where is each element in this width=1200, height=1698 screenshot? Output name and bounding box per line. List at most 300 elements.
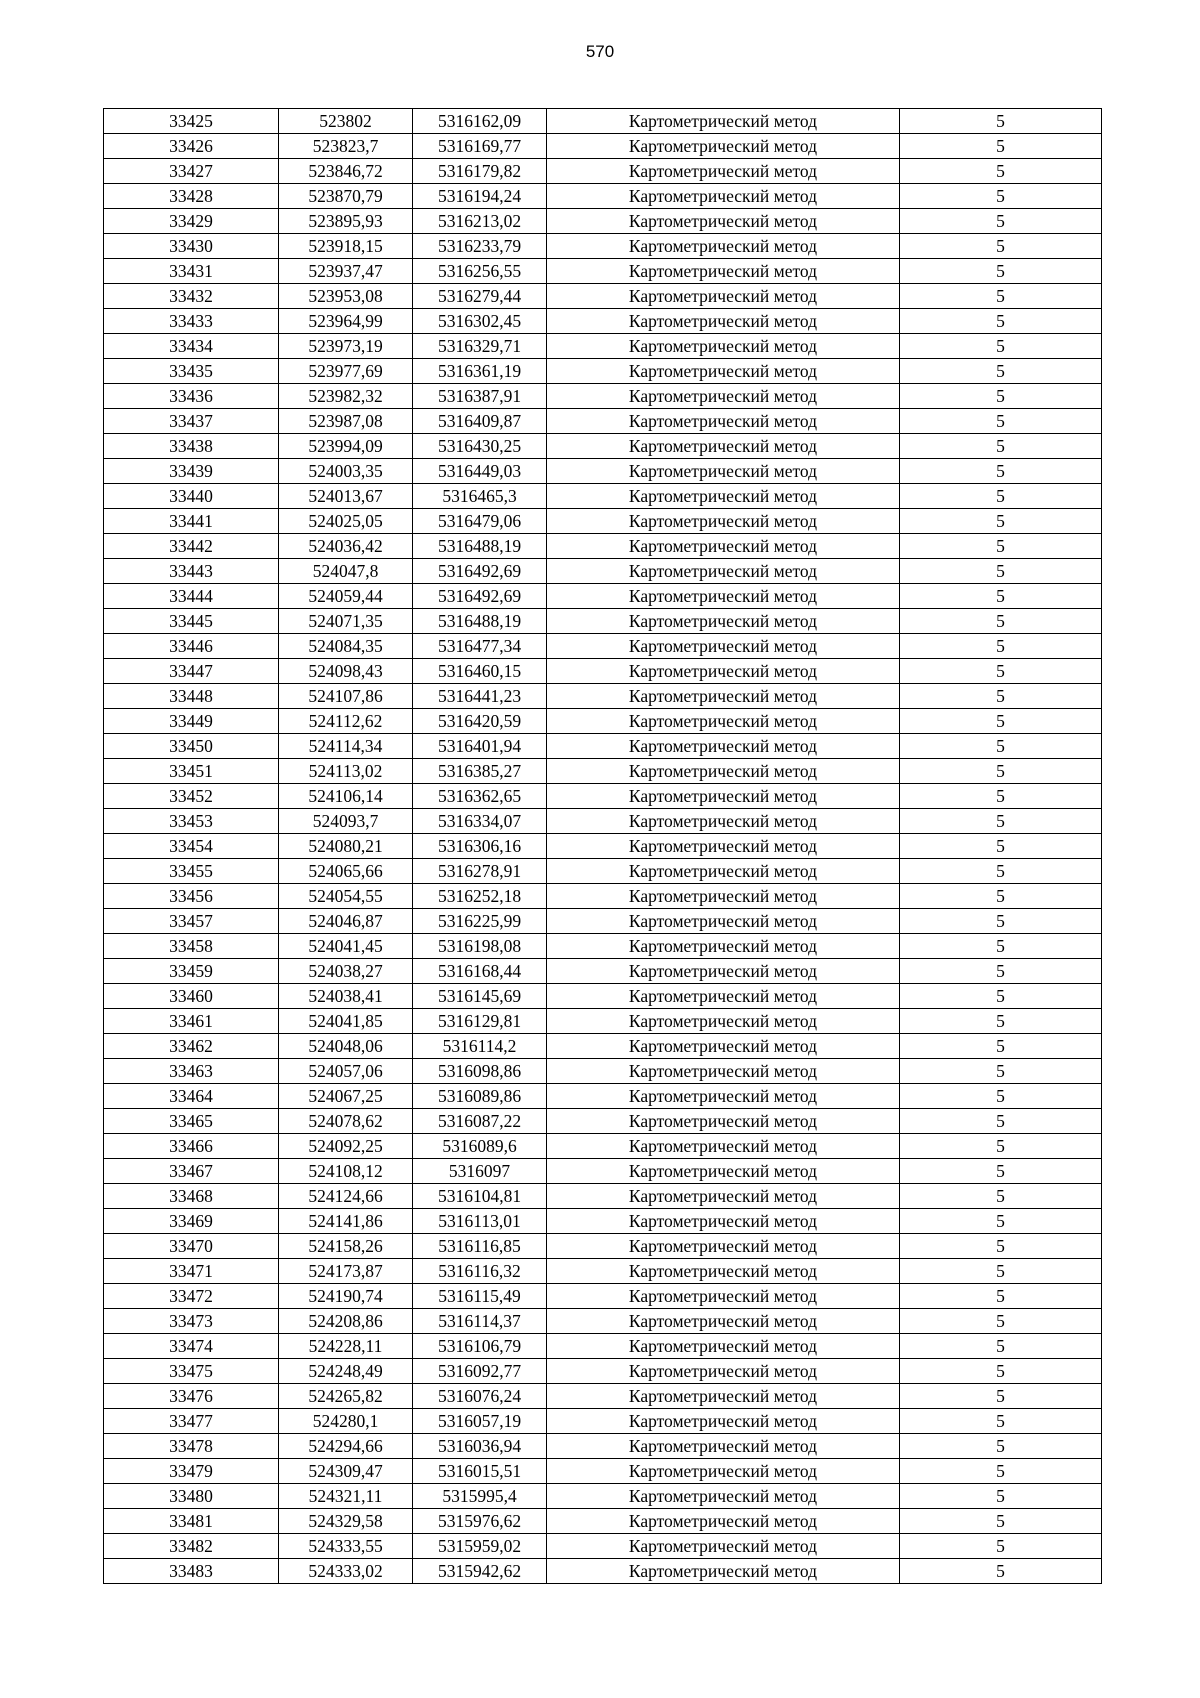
point-number-cell: 33482 bbox=[104, 1534, 279, 1559]
coordinates-table-body bbox=[104, 109, 1102, 1584]
table-row bbox=[104, 959, 1102, 984]
accuracy-cell: 5 bbox=[900, 659, 1102, 684]
table-row bbox=[104, 409, 1102, 434]
x-coordinate-cell: 524112,62 bbox=[279, 709, 413, 734]
table-row bbox=[104, 284, 1102, 309]
point-number-cell: 33475 bbox=[104, 1359, 279, 1384]
x-coordinate-cell: 524309,47 bbox=[279, 1459, 413, 1484]
method-cell: Картометрический метод bbox=[547, 134, 900, 159]
table-row bbox=[104, 1134, 1102, 1159]
accuracy-cell: 5 bbox=[900, 334, 1102, 359]
y-coordinate-cell: 5316362,65 bbox=[413, 784, 547, 809]
x-coordinate-cell: 524093,7 bbox=[279, 809, 413, 834]
point-number-cell: 33434 bbox=[104, 334, 279, 359]
y-coordinate-cell: 5316409,87 bbox=[413, 409, 547, 434]
method-cell: Картометрический метод bbox=[547, 434, 900, 459]
point-number-cell: 33435 bbox=[104, 359, 279, 384]
accuracy-cell: 5 bbox=[900, 1484, 1102, 1509]
x-coordinate-cell: 523977,69 bbox=[279, 359, 413, 384]
y-coordinate-cell: 5316401,94 bbox=[413, 734, 547, 759]
y-coordinate-cell: 5316449,03 bbox=[413, 459, 547, 484]
y-coordinate-cell: 5316097 bbox=[413, 1159, 547, 1184]
accuracy-cell: 5 bbox=[900, 109, 1102, 134]
y-coordinate-cell: 5316116,32 bbox=[413, 1259, 547, 1284]
accuracy-cell: 5 bbox=[900, 884, 1102, 909]
x-coordinate-cell: 524059,44 bbox=[279, 584, 413, 609]
method-cell: Картометрический метод bbox=[547, 1384, 900, 1409]
point-number-cell: 33464 bbox=[104, 1084, 279, 1109]
method-cell: Картометрический метод bbox=[547, 234, 900, 259]
x-coordinate-cell: 523870,79 bbox=[279, 184, 413, 209]
point-number-cell: 33443 bbox=[104, 559, 279, 584]
point-number-cell: 33470 bbox=[104, 1234, 279, 1259]
accuracy-cell: 5 bbox=[900, 784, 1102, 809]
accuracy-cell: 5 bbox=[900, 534, 1102, 559]
accuracy-cell: 5 bbox=[900, 259, 1102, 284]
x-coordinate-cell: 523987,08 bbox=[279, 409, 413, 434]
accuracy-cell: 5 bbox=[900, 1284, 1102, 1309]
y-coordinate-cell: 5316329,71 bbox=[413, 334, 547, 359]
table-row bbox=[104, 534, 1102, 559]
accuracy-cell: 5 bbox=[900, 1059, 1102, 1084]
y-coordinate-cell: 5316488,19 bbox=[413, 609, 547, 634]
accuracy-cell: 5 bbox=[900, 684, 1102, 709]
x-coordinate-cell: 524280,1 bbox=[279, 1409, 413, 1434]
x-coordinate-cell: 524054,55 bbox=[279, 884, 413, 909]
accuracy-cell: 5 bbox=[900, 1309, 1102, 1334]
point-number-cell: 33461 bbox=[104, 1009, 279, 1034]
method-cell: Картометрический метод bbox=[547, 909, 900, 934]
y-coordinate-cell: 5316252,18 bbox=[413, 884, 547, 909]
y-coordinate-cell: 5316256,55 bbox=[413, 259, 547, 284]
x-coordinate-cell: 524108,12 bbox=[279, 1159, 413, 1184]
y-coordinate-cell: 5316098,86 bbox=[413, 1059, 547, 1084]
accuracy-cell: 5 bbox=[900, 584, 1102, 609]
accuracy-cell: 5 bbox=[900, 1534, 1102, 1559]
accuracy-cell: 5 bbox=[900, 309, 1102, 334]
y-coordinate-cell: 5316036,94 bbox=[413, 1434, 547, 1459]
point-number-cell: 33445 bbox=[104, 609, 279, 634]
table-row bbox=[104, 1434, 1102, 1459]
method-cell: Картометрический метод bbox=[547, 334, 900, 359]
table-row bbox=[104, 784, 1102, 809]
x-coordinate-cell: 524041,85 bbox=[279, 1009, 413, 1034]
point-number-cell: 33459 bbox=[104, 959, 279, 984]
x-coordinate-cell: 523937,47 bbox=[279, 259, 413, 284]
method-cell: Картометрический метод bbox=[547, 1309, 900, 1334]
y-coordinate-cell: 5316057,19 bbox=[413, 1409, 547, 1434]
point-number-cell: 33453 bbox=[104, 809, 279, 834]
accuracy-cell: 5 bbox=[900, 734, 1102, 759]
y-coordinate-cell: 5316361,19 bbox=[413, 359, 547, 384]
y-coordinate-cell: 5316104,81 bbox=[413, 1184, 547, 1209]
y-coordinate-cell: 5316089,6 bbox=[413, 1134, 547, 1159]
method-cell: Картометрический метод bbox=[547, 609, 900, 634]
accuracy-cell: 5 bbox=[900, 409, 1102, 434]
point-number-cell: 33429 bbox=[104, 209, 279, 234]
method-cell: Картометрический метод bbox=[547, 1459, 900, 1484]
table-row bbox=[104, 984, 1102, 1009]
point-number-cell: 33462 bbox=[104, 1034, 279, 1059]
point-number-cell: 33440 bbox=[104, 484, 279, 509]
table-row bbox=[104, 884, 1102, 909]
table-row bbox=[104, 934, 1102, 959]
y-coordinate-cell: 5316488,19 bbox=[413, 534, 547, 559]
y-coordinate-cell: 5316213,02 bbox=[413, 209, 547, 234]
method-cell: Картометрический метод bbox=[547, 284, 900, 309]
x-coordinate-cell: 524038,41 bbox=[279, 984, 413, 1009]
accuracy-cell: 5 bbox=[900, 1559, 1102, 1584]
x-coordinate-cell: 524124,66 bbox=[279, 1184, 413, 1209]
table-row bbox=[104, 259, 1102, 284]
table-row bbox=[104, 584, 1102, 609]
x-coordinate-cell: 523823,7 bbox=[279, 134, 413, 159]
x-coordinate-cell: 524057,06 bbox=[279, 1059, 413, 1084]
x-coordinate-cell: 524265,82 bbox=[279, 1384, 413, 1409]
y-coordinate-cell: 5316278,91 bbox=[413, 859, 547, 884]
table-row bbox=[104, 834, 1102, 859]
x-coordinate-cell: 524114,34 bbox=[279, 734, 413, 759]
method-cell: Картометрический метод bbox=[547, 1159, 900, 1184]
method-cell: Картометрический метод bbox=[547, 859, 900, 884]
table-row bbox=[104, 659, 1102, 684]
x-coordinate-cell: 524333,55 bbox=[279, 1534, 413, 1559]
method-cell: Картометрический метод bbox=[547, 534, 900, 559]
x-coordinate-cell: 524013,67 bbox=[279, 484, 413, 509]
table-row bbox=[104, 559, 1102, 584]
accuracy-cell: 5 bbox=[900, 809, 1102, 834]
accuracy-cell: 5 bbox=[900, 709, 1102, 734]
x-coordinate-cell: 524294,66 bbox=[279, 1434, 413, 1459]
y-coordinate-cell: 5316279,44 bbox=[413, 284, 547, 309]
method-cell: Картометрический метод bbox=[547, 159, 900, 184]
accuracy-cell: 5 bbox=[900, 434, 1102, 459]
y-coordinate-cell: 5316460,15 bbox=[413, 659, 547, 684]
table-row bbox=[104, 1334, 1102, 1359]
point-number-cell: 33471 bbox=[104, 1259, 279, 1284]
method-cell: Картометрический метод bbox=[547, 1059, 900, 1084]
table-row bbox=[104, 909, 1102, 934]
method-cell: Картометрический метод bbox=[547, 634, 900, 659]
method-cell: Картометрический метод bbox=[547, 1184, 900, 1209]
accuracy-cell: 5 bbox=[900, 1159, 1102, 1184]
accuracy-cell: 5 bbox=[900, 159, 1102, 184]
table-row bbox=[104, 734, 1102, 759]
point-number-cell: 33452 bbox=[104, 784, 279, 809]
method-cell: Картометрический метод bbox=[547, 959, 900, 984]
accuracy-cell: 5 bbox=[900, 984, 1102, 1009]
x-coordinate-cell: 524003,35 bbox=[279, 459, 413, 484]
accuracy-cell: 5 bbox=[900, 1334, 1102, 1359]
table-row bbox=[104, 1384, 1102, 1409]
point-number-cell: 33439 bbox=[104, 459, 279, 484]
method-cell: Картометрический метод bbox=[547, 759, 900, 784]
point-number-cell: 33467 bbox=[104, 1159, 279, 1184]
point-number-cell: 33448 bbox=[104, 684, 279, 709]
y-coordinate-cell: 5316334,07 bbox=[413, 809, 547, 834]
table-row bbox=[104, 1409, 1102, 1434]
x-coordinate-cell: 524333,02 bbox=[279, 1559, 413, 1584]
table-row bbox=[104, 1484, 1102, 1509]
table-row bbox=[104, 484, 1102, 509]
x-coordinate-cell: 524036,42 bbox=[279, 534, 413, 559]
table-row bbox=[104, 1059, 1102, 1084]
table-row bbox=[104, 184, 1102, 209]
point-number-cell: 33460 bbox=[104, 984, 279, 1009]
accuracy-cell: 5 bbox=[900, 384, 1102, 409]
y-coordinate-cell: 5316113,01 bbox=[413, 1209, 547, 1234]
accuracy-cell: 5 bbox=[900, 1134, 1102, 1159]
x-coordinate-cell: 524048,06 bbox=[279, 1034, 413, 1059]
point-number-cell: 33447 bbox=[104, 659, 279, 684]
accuracy-cell: 5 bbox=[900, 859, 1102, 884]
point-number-cell: 33479 bbox=[104, 1459, 279, 1484]
point-number-cell: 33451 bbox=[104, 759, 279, 784]
accuracy-cell: 5 bbox=[900, 609, 1102, 634]
table-row bbox=[104, 1284, 1102, 1309]
method-cell: Картометрический метод bbox=[547, 359, 900, 384]
table-row bbox=[104, 134, 1102, 159]
x-coordinate-cell: 524046,87 bbox=[279, 909, 413, 934]
table-row bbox=[104, 1359, 1102, 1384]
accuracy-cell: 5 bbox=[900, 634, 1102, 659]
y-coordinate-cell: 5315995,4 bbox=[413, 1484, 547, 1509]
method-cell: Картометрический метод bbox=[547, 109, 900, 134]
y-coordinate-cell: 5316385,27 bbox=[413, 759, 547, 784]
table-row bbox=[104, 1184, 1102, 1209]
method-cell: Картометрический метод bbox=[547, 1359, 900, 1384]
point-number-cell: 33426 bbox=[104, 134, 279, 159]
y-coordinate-cell: 5316076,24 bbox=[413, 1384, 547, 1409]
table-row bbox=[104, 109, 1102, 134]
method-cell: Картометрический метод bbox=[547, 584, 900, 609]
point-number-cell: 33442 bbox=[104, 534, 279, 559]
accuracy-cell: 5 bbox=[900, 459, 1102, 484]
x-coordinate-cell: 524107,86 bbox=[279, 684, 413, 709]
method-cell: Картометрический метод bbox=[547, 309, 900, 334]
method-cell: Картометрический метод bbox=[547, 984, 900, 1009]
y-coordinate-cell: 5316092,77 bbox=[413, 1359, 547, 1384]
point-number-cell: 33454 bbox=[104, 834, 279, 859]
point-number-cell: 33436 bbox=[104, 384, 279, 409]
table-row bbox=[104, 509, 1102, 534]
method-cell: Картометрический метод bbox=[547, 1234, 900, 1259]
method-cell: Картометрический метод bbox=[547, 659, 900, 684]
method-cell: Картометрический метод bbox=[547, 1084, 900, 1109]
accuracy-cell: 5 bbox=[900, 1009, 1102, 1034]
accuracy-cell: 5 bbox=[900, 1034, 1102, 1059]
table-row bbox=[104, 759, 1102, 784]
y-coordinate-cell: 5316198,08 bbox=[413, 934, 547, 959]
point-number-cell: 33431 bbox=[104, 259, 279, 284]
y-coordinate-cell: 5316087,22 bbox=[413, 1109, 547, 1134]
table-row bbox=[104, 1559, 1102, 1584]
method-cell: Картометрический метод bbox=[547, 1434, 900, 1459]
accuracy-cell: 5 bbox=[900, 484, 1102, 509]
accuracy-cell: 5 bbox=[900, 1409, 1102, 1434]
table-row bbox=[104, 634, 1102, 659]
accuracy-cell: 5 bbox=[900, 359, 1102, 384]
method-cell: Картометрический метод bbox=[547, 834, 900, 859]
point-number-cell: 33433 bbox=[104, 309, 279, 334]
y-coordinate-cell: 5315959,02 bbox=[413, 1534, 547, 1559]
x-coordinate-cell: 524321,11 bbox=[279, 1484, 413, 1509]
point-number-cell: 33438 bbox=[104, 434, 279, 459]
method-cell: Картометрический метод bbox=[547, 1209, 900, 1234]
x-coordinate-cell: 524106,14 bbox=[279, 784, 413, 809]
table-row bbox=[104, 1259, 1102, 1284]
y-coordinate-cell: 5316492,69 bbox=[413, 584, 547, 609]
method-cell: Картометрический метод bbox=[547, 459, 900, 484]
method-cell: Картометрический метод bbox=[547, 484, 900, 509]
point-number-cell: 33478 bbox=[104, 1434, 279, 1459]
y-coordinate-cell: 5315976,62 bbox=[413, 1509, 547, 1534]
x-coordinate-cell: 524065,66 bbox=[279, 859, 413, 884]
y-coordinate-cell: 5316169,77 bbox=[413, 134, 547, 159]
point-number-cell: 33469 bbox=[104, 1209, 279, 1234]
method-cell: Картометрический метод bbox=[547, 1509, 900, 1534]
x-coordinate-cell: 524078,62 bbox=[279, 1109, 413, 1134]
method-cell: Картометрический метод bbox=[547, 1484, 900, 1509]
y-coordinate-cell: 5316420,59 bbox=[413, 709, 547, 734]
point-number-cell: 33427 bbox=[104, 159, 279, 184]
accuracy-cell: 5 bbox=[900, 234, 1102, 259]
point-number-cell: 33474 bbox=[104, 1334, 279, 1359]
point-number-cell: 33466 bbox=[104, 1134, 279, 1159]
y-coordinate-cell: 5316492,69 bbox=[413, 559, 547, 584]
x-coordinate-cell: 524084,35 bbox=[279, 634, 413, 659]
method-cell: Картометрический метод bbox=[547, 1409, 900, 1434]
x-coordinate-cell: 524190,74 bbox=[279, 1284, 413, 1309]
table-row bbox=[104, 1109, 1102, 1134]
y-coordinate-cell: 5316306,16 bbox=[413, 834, 547, 859]
table-row bbox=[104, 609, 1102, 634]
page-number: 570 bbox=[585, 42, 615, 61]
x-coordinate-cell: 524158,26 bbox=[279, 1234, 413, 1259]
table-row bbox=[104, 434, 1102, 459]
y-coordinate-cell: 5316479,06 bbox=[413, 509, 547, 534]
x-coordinate-cell: 523994,09 bbox=[279, 434, 413, 459]
point-number-cell: 33477 bbox=[104, 1409, 279, 1434]
accuracy-cell: 5 bbox=[900, 959, 1102, 984]
accuracy-cell: 5 bbox=[900, 209, 1102, 234]
x-coordinate-cell: 524098,43 bbox=[279, 659, 413, 684]
x-coordinate-cell: 524047,8 bbox=[279, 559, 413, 584]
point-number-cell: 33480 bbox=[104, 1484, 279, 1509]
x-coordinate-cell: 524329,58 bbox=[279, 1509, 413, 1534]
coordinates-table bbox=[103, 108, 1102, 1584]
method-cell: Картометрический метод bbox=[547, 559, 900, 584]
point-number-cell: 33483 bbox=[104, 1559, 279, 1584]
table-row bbox=[104, 159, 1102, 184]
accuracy-cell: 5 bbox=[900, 559, 1102, 584]
point-number-cell: 33450 bbox=[104, 734, 279, 759]
point-number-cell: 33437 bbox=[104, 409, 279, 434]
table-row bbox=[104, 709, 1102, 734]
accuracy-cell: 5 bbox=[900, 509, 1102, 534]
method-cell: Картометрический метод bbox=[547, 734, 900, 759]
method-cell: Картометрический метод bbox=[547, 934, 900, 959]
accuracy-cell: 5 bbox=[900, 1509, 1102, 1534]
method-cell: Картометрический метод bbox=[547, 259, 900, 284]
x-coordinate-cell: 524208,86 bbox=[279, 1309, 413, 1334]
accuracy-cell: 5 bbox=[900, 834, 1102, 859]
method-cell: Картометрический метод bbox=[547, 1334, 900, 1359]
point-number-cell: 33444 bbox=[104, 584, 279, 609]
point-number-cell: 33455 bbox=[104, 859, 279, 884]
y-coordinate-cell: 5316477,34 bbox=[413, 634, 547, 659]
table-row bbox=[104, 234, 1102, 259]
x-coordinate-cell: 524113,02 bbox=[279, 759, 413, 784]
table-row bbox=[104, 459, 1102, 484]
y-coordinate-cell: 5316145,69 bbox=[413, 984, 547, 1009]
table-row bbox=[104, 309, 1102, 334]
accuracy-cell: 5 bbox=[900, 184, 1102, 209]
y-coordinate-cell: 5316114,2 bbox=[413, 1034, 547, 1059]
x-coordinate-cell: 523918,15 bbox=[279, 234, 413, 259]
table-row bbox=[104, 1034, 1102, 1059]
accuracy-cell: 5 bbox=[900, 759, 1102, 784]
x-coordinate-cell: 523964,99 bbox=[279, 309, 413, 334]
point-number-cell: 33425 bbox=[104, 109, 279, 134]
y-coordinate-cell: 5316430,25 bbox=[413, 434, 547, 459]
accuracy-cell: 5 bbox=[900, 1109, 1102, 1134]
point-number-cell: 33441 bbox=[104, 509, 279, 534]
x-coordinate-cell: 524092,25 bbox=[279, 1134, 413, 1159]
accuracy-cell: 5 bbox=[900, 909, 1102, 934]
y-coordinate-cell: 5316114,37 bbox=[413, 1309, 547, 1334]
accuracy-cell: 5 bbox=[900, 1359, 1102, 1384]
table-row bbox=[104, 1309, 1102, 1334]
table-row bbox=[104, 1509, 1102, 1534]
accuracy-cell: 5 bbox=[900, 1459, 1102, 1484]
point-number-cell: 33476 bbox=[104, 1384, 279, 1409]
point-number-cell: 33465 bbox=[104, 1109, 279, 1134]
point-number-cell: 33430 bbox=[104, 234, 279, 259]
point-number-cell: 33463 bbox=[104, 1059, 279, 1084]
y-coordinate-cell: 5316116,85 bbox=[413, 1234, 547, 1259]
x-coordinate-cell: 523982,32 bbox=[279, 384, 413, 409]
y-coordinate-cell: 5315942,62 bbox=[413, 1559, 547, 1584]
accuracy-cell: 5 bbox=[900, 134, 1102, 159]
accuracy-cell: 5 bbox=[900, 284, 1102, 309]
point-number-cell: 33446 bbox=[104, 634, 279, 659]
method-cell: Картометрический метод bbox=[547, 1009, 900, 1034]
x-coordinate-cell: 523973,19 bbox=[279, 334, 413, 359]
point-number-cell: 33458 bbox=[104, 934, 279, 959]
method-cell: Картометрический метод bbox=[547, 884, 900, 909]
y-coordinate-cell: 5316179,82 bbox=[413, 159, 547, 184]
table-row bbox=[104, 359, 1102, 384]
y-coordinate-cell: 5316233,79 bbox=[413, 234, 547, 259]
y-coordinate-cell: 5316194,24 bbox=[413, 184, 547, 209]
table-row bbox=[104, 1209, 1102, 1234]
x-coordinate-cell: 523846,72 bbox=[279, 159, 413, 184]
method-cell: Картометрический метод bbox=[547, 409, 900, 434]
y-coordinate-cell: 5316015,51 bbox=[413, 1459, 547, 1484]
point-number-cell: 33449 bbox=[104, 709, 279, 734]
y-coordinate-cell: 5316089,86 bbox=[413, 1084, 547, 1109]
method-cell: Картометрический метод bbox=[547, 1284, 900, 1309]
y-coordinate-cell: 5316162,09 bbox=[413, 109, 547, 134]
y-coordinate-cell: 5316465,3 bbox=[413, 484, 547, 509]
x-coordinate-cell: 524141,86 bbox=[279, 1209, 413, 1234]
y-coordinate-cell: 5316106,79 bbox=[413, 1334, 547, 1359]
table-row bbox=[104, 1234, 1102, 1259]
method-cell: Картометрический метод bbox=[547, 1534, 900, 1559]
accuracy-cell: 5 bbox=[900, 934, 1102, 959]
method-cell: Картометрический метод bbox=[547, 184, 900, 209]
